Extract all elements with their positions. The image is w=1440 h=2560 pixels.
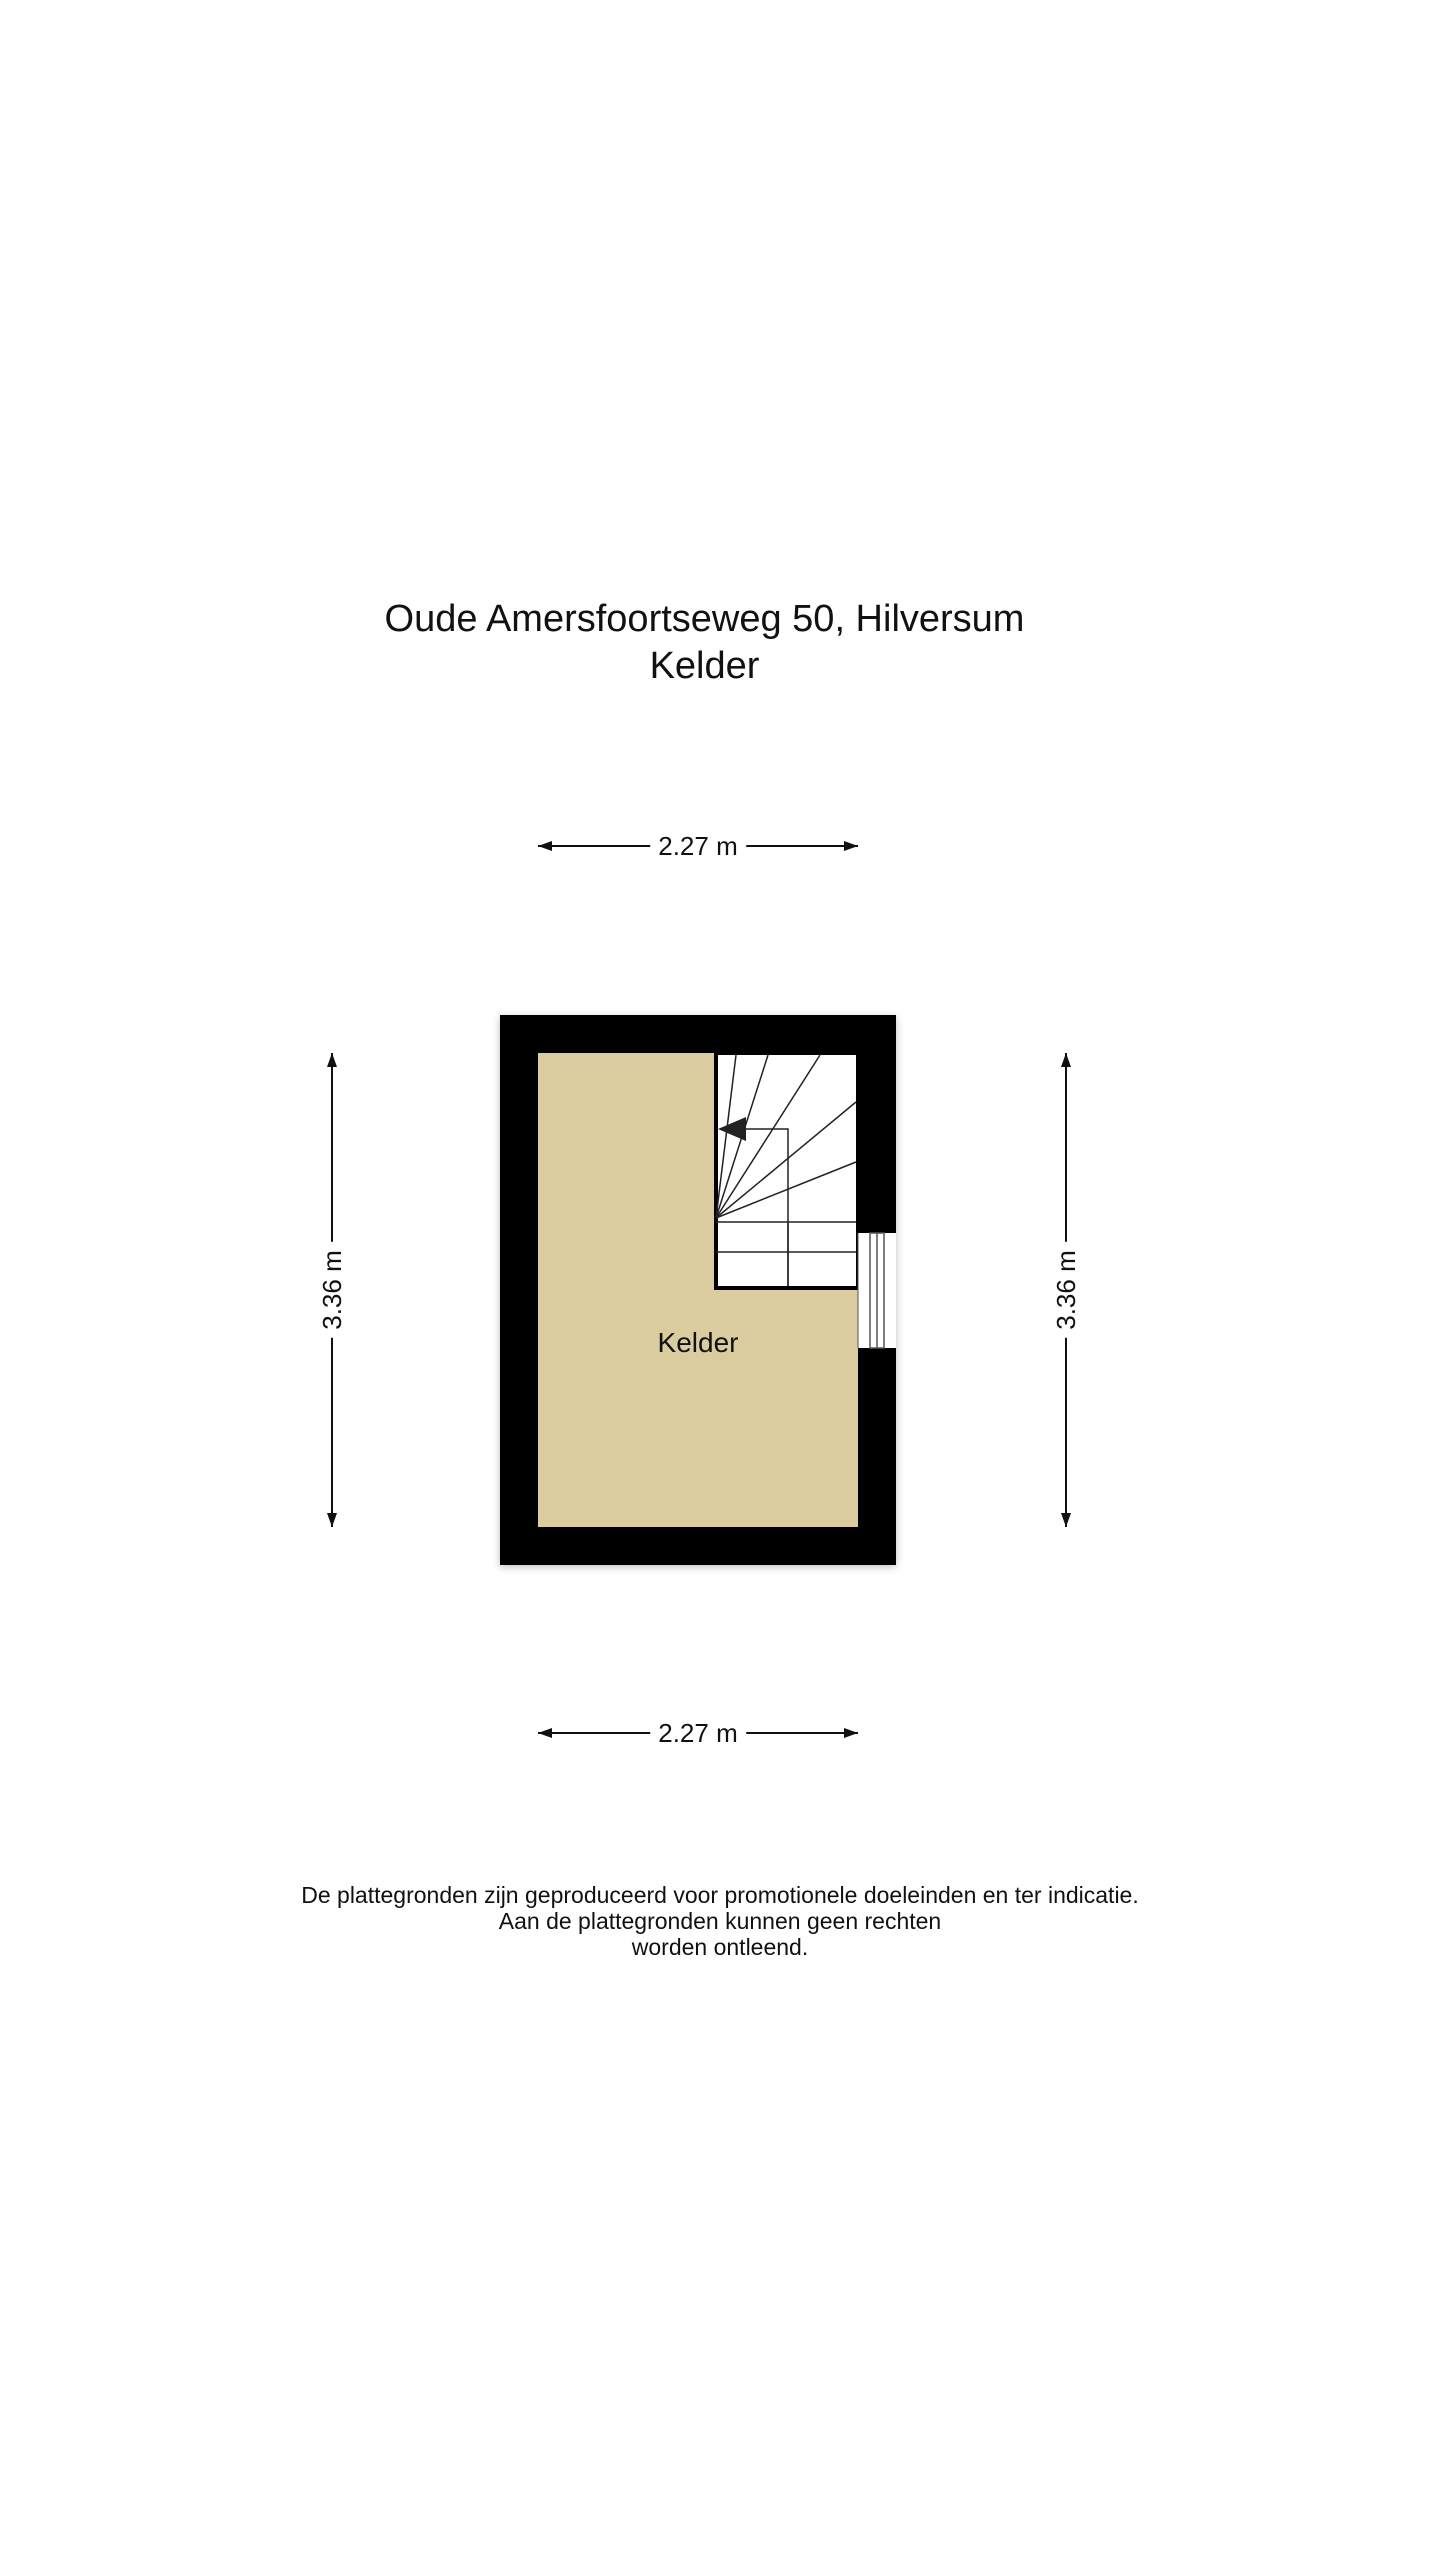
disclaimer-line-2: Aan de plattegronden kunnen geen rechten [498, 1908, 942, 1934]
room-label-kelder: Kelder [657, 1327, 739, 1358]
plan-floor-title: Kelder [649, 645, 760, 687]
window [858, 1233, 896, 1348]
bottom-width-label: 2.27 m [650, 1718, 746, 1748]
top-width-label: 2.27 m [650, 831, 746, 861]
plan-address-title: Oude Amersfoortseweg 50, Hilversum [384, 598, 1025, 640]
disclaimer-line-1: De plattegronden zijn geproduceerd voor promotionele doeleinden en ter indicatie. [301, 1882, 1139, 1908]
staircase [716, 1053, 858, 1288]
disclaimer [0, 1882, 1440, 1960]
left-height-label: 3.36 m [317, 1242, 347, 1338]
right-height-label: 3.36 m [1051, 1242, 1081, 1338]
disclaimer-line-3: worden ontleend. [631, 1934, 809, 1960]
